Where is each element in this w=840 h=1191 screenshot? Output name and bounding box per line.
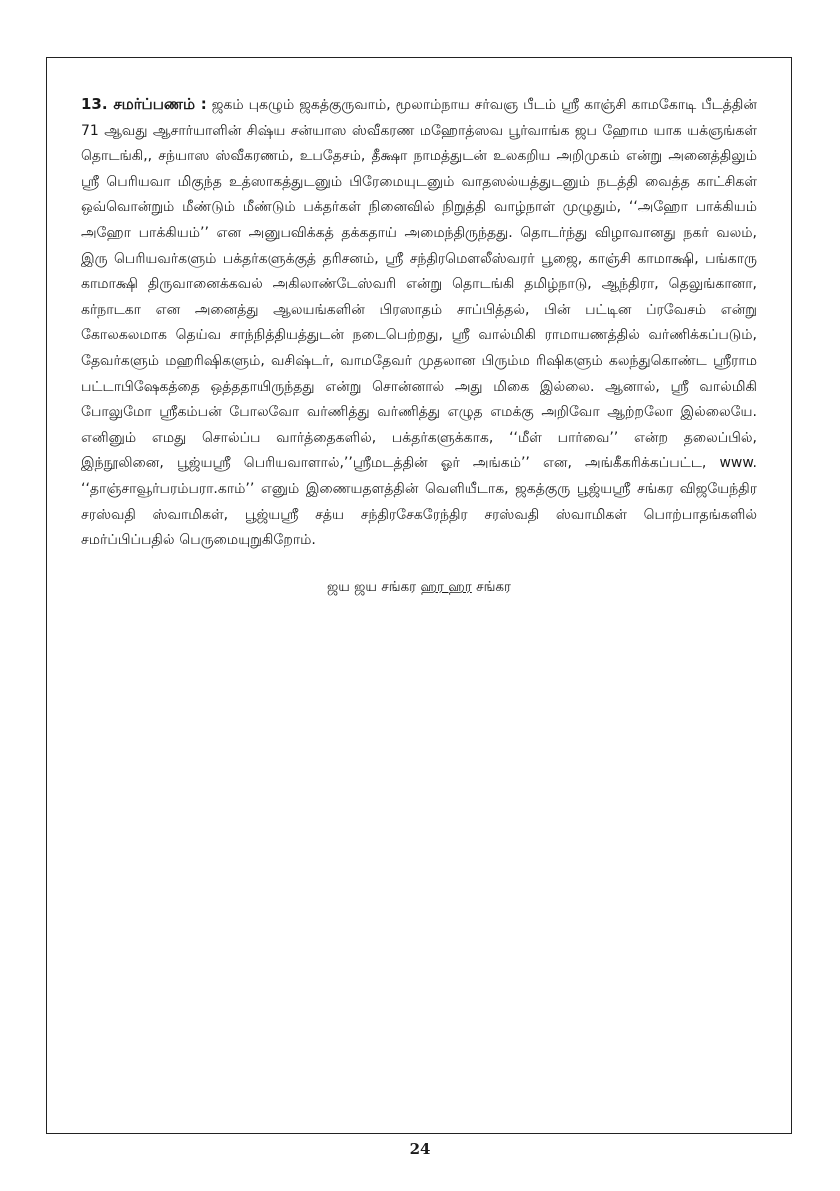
section-title-colon: :: [195, 95, 207, 113]
section-number-separator: .: [101, 95, 108, 113]
closing-end: சங்கர: [471, 578, 511, 595]
page-border: [46, 57, 792, 1134]
dedication-body: ஜகம் புகழும் ஜகத்குருவாம், மூலாம்நாய சர்வஞ பீடம் ஸ்ரீ காஞ்சி காமகோடி பீடத்தின் 71 ஆவது ஆசார்யாளின் சிஷ்ய சன்யாஸ ஸ்வீகரண மஹோத்ஸவ பூர்வாங்க ஜப ஹோம யாக யக்ஞங்கள் தொடங்கி,, சந்யாஸ ஸ்வீகரணம், உபதேசம், தீக்ஷா நாமத்துடன் உலகறிய அறிமுகம் என்று அனைத்திலும் ஸ்ரீ பெரியவா மிகுந்த உத்ஸாகத்துடனும் பிரேமையுடனும் வாதஸல்யத்துடனும் நடத்தி வைத்த காட்சிகள் ஒவ்வொன்றும் மீண்டும் மீண்டும் பக்தர்கள் நினைவில் நிறுத்தி வாழ்நாள் முழுதும், ‘‘அஹோ பாக்கியம் அஹோ பாக்கியம்’’ என அனுபவிக்கத் தக்கதாய் அமைந்திருந்தது. தொடர்ந்து விழாவானது நகர் வலம், இரு பெரியவர்களும் பக்தர்களுக்குத் தரிசனம், ஸ்ரீ சந்திரமௌலீஸ்வரர் பூஜை, காஞ்சி காமாக்ஷி, பங்காரு காமாக்ஷி திருவானைக்கவல் அகிலாண்டேஸ்வரி என்று தொடங்கி தமிழ்நாடு, ஆந்திரா, தெலுங்கானா, கர்நாடகா என அனைத்து ஆலயங்களின் பிரஸாதம் சாப்பித்தல், பின் பட்டின ப்ரவேசம் என்று கோலகலமாக தெய்வ சாந்நித்தியத்துடன் நடைபெற்றது, ஸ்ரீ வால்மிகி ராமாயணத்தில் வர்ணிக்கப்படும், தேவர்களும் மஹரிஷிகளும், வசிஷ்டர், வாமதேவர் முதலான பிரும்ம ரிஷிகளும் கலந்துகொண்ட ஸ்ரீராம பட்டாபிஷேகத்தை ஒத்ததாயிருந்தது என்று சொன்னால் அது மிகை இல்லை. ஆனால், ஸ்ரீ வால்மிகி போலுமோ ஸ்ரீகம்பன் போலவோ வர்ணித்து வர்ணித்து எழுத எமக்கு அறிவோ ஆற்றலோ இல்லையே. எனினும் எமது சொல்ப்ப வார்த்தைகளில், பக்தர்களுக்காக, ‘‘மீள் பார்வை’’ என்ற தலைப்பில், இந்நூலினை, பூஜ்யஸ்ரீ பெரியவாளால்,’’ஸ்ரீமடத்தின் ஓர் அங்கம்’’ என, அங்கீகரிக்கப்பட்ட, www. ‘‘தாஞ்சாவூர்பரம்பரா.காம்’’ எனும் இணையதளத்தின் வெளியீடாக, ஜகத்குரு பூஜ்யஸ்ரீ சங்கர விஜயேந்திர சரஸ்வதி ஸ்வாமிகள், பூஜ்யஸ்ரீ சத்ய சந்திரசேகரேந்திர சரஸ்வதி ஸ்வாமிகள் பொற்பாதங்களில் சமர்ப்பிப்பதில் பெருமையுறுகிறோம்.: [81, 97, 757, 549]
section-title: சமர்ப்பணம்: [113, 95, 196, 113]
dedication-paragraph: [81, 92, 757, 554]
section-heading: [81, 95, 207, 113]
page-content: [81, 92, 757, 598]
page-number: 24: [409, 1140, 431, 1158]
closing-text: ஜய ஜய சங்கர: [327, 578, 421, 595]
section-number: 13: [81, 95, 102, 113]
closing-underlined: ஹர ஹர: [420, 578, 472, 595]
closing-line: [81, 576, 757, 598]
